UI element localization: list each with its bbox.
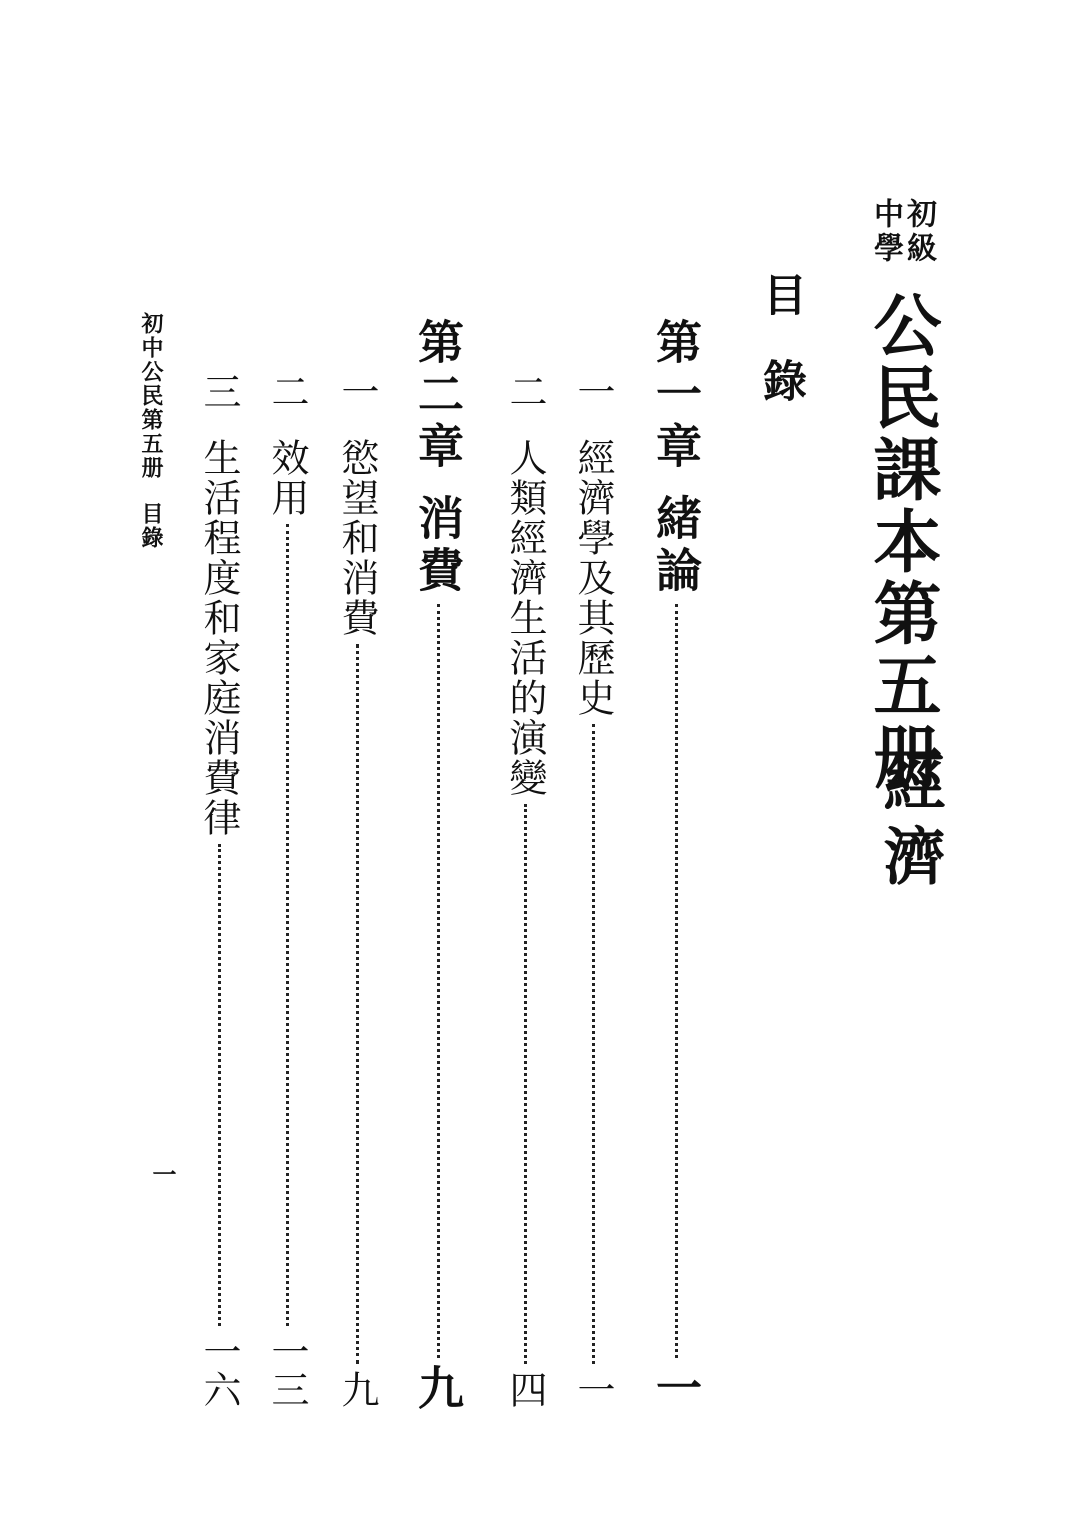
leader-dots bbox=[592, 724, 595, 1364]
series-label-right: 初級 bbox=[901, 198, 936, 266]
toc-entry-section bbox=[500, 372, 550, 1408]
section-title: 生活程度和家庭消費律 bbox=[197, 438, 241, 838]
toc-entry-section bbox=[194, 372, 244, 1408]
chapter-title: 消費 bbox=[411, 494, 465, 598]
page-number: 一 bbox=[571, 1370, 615, 1408]
series-label-left: 中學 bbox=[868, 198, 903, 266]
section-title: 人類經濟生活的演變 bbox=[503, 438, 547, 798]
section-number: 二 bbox=[503, 372, 547, 410]
leader-dots bbox=[356, 644, 359, 1364]
toc-entry-chapter-2 bbox=[410, 318, 466, 1410]
leader-dots bbox=[286, 524, 289, 1326]
leader-dots bbox=[218, 844, 221, 1326]
section-number: 三 bbox=[197, 372, 241, 410]
section-title: 效用 bbox=[265, 438, 309, 518]
toc-entry-section bbox=[568, 372, 618, 1408]
page-number: 九 bbox=[335, 1370, 379, 1408]
page-number: 一 bbox=[649, 1364, 703, 1410]
running-title-text: 初中公民第五册 bbox=[138, 312, 164, 480]
toc-entry-section bbox=[332, 372, 382, 1408]
section-number: 一 bbox=[571, 372, 615, 410]
page-number: 九 bbox=[411, 1364, 465, 1410]
leader-dots bbox=[675, 604, 678, 1358]
toc-heading: 目錄 bbox=[755, 272, 806, 444]
chapter-number: 第一章 bbox=[649, 318, 703, 474]
section-title: 經濟學及其歷史 bbox=[571, 438, 615, 718]
running-section-text: 目錄 bbox=[138, 502, 164, 550]
toc-entry-chapter-1 bbox=[648, 318, 704, 1410]
section-title: 慾望和消費 bbox=[335, 438, 379, 638]
running-title bbox=[140, 312, 162, 550]
page-number: 四 bbox=[503, 1370, 547, 1408]
section-number: 二 bbox=[265, 372, 309, 410]
leader-dots bbox=[437, 604, 440, 1358]
book-subject: 經濟 bbox=[873, 750, 946, 898]
folio-page-number: 一 bbox=[148, 1162, 177, 1186]
chapter-number: 第二章 bbox=[411, 318, 465, 474]
book-title: 公民課本第五册 bbox=[862, 290, 942, 794]
page-number: 一六 bbox=[197, 1332, 241, 1408]
toc-entry-section bbox=[262, 372, 312, 1408]
chapter-title: 緒論 bbox=[649, 494, 703, 598]
page-number: 一三 bbox=[265, 1332, 309, 1408]
leader-dots bbox=[524, 804, 527, 1364]
section-number: 一 bbox=[335, 372, 379, 410]
